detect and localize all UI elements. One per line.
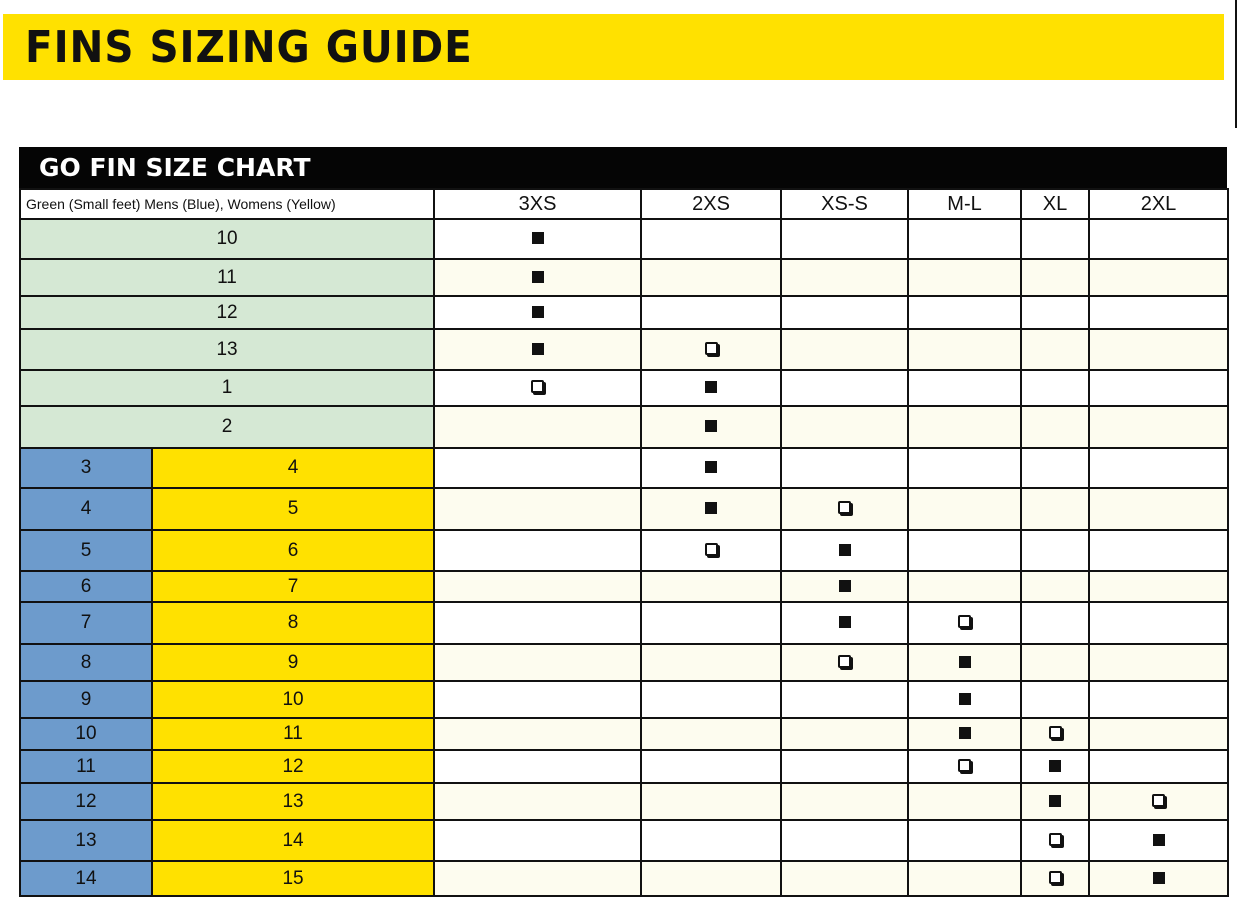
- fit-cell-xl: [1021, 783, 1089, 820]
- fit-cell-xl: [1021, 370, 1089, 406]
- fit-cell-m-l: [908, 750, 1021, 783]
- small-feet-size-cell: 10: [20, 219, 434, 259]
- chart-title-bar: [19, 147, 1227, 188]
- mens-size-cell: 4: [20, 488, 152, 530]
- filled-square-icon: [532, 271, 544, 283]
- fit-cell-xs-s: [781, 750, 908, 783]
- small-feet-size-cell: 11: [20, 259, 434, 296]
- empty-square-icon: [958, 615, 971, 628]
- mens-size-cell: 3: [20, 448, 152, 488]
- fit-cell-2xl: [1089, 644, 1228, 681]
- small-feet-size-cell: 1: [20, 370, 434, 406]
- womens-size-cell: 15: [152, 861, 434, 896]
- fit-cell-m-l: [908, 783, 1021, 820]
- womens-size-cell: 6: [152, 530, 434, 571]
- fit-cell-xs-s: [781, 219, 908, 259]
- mens-size-cell: 10: [20, 718, 152, 750]
- fit-cell-2xl: [1089, 259, 1228, 296]
- filled-square-icon: [959, 727, 971, 739]
- fit-cell-3xs: [434, 488, 641, 530]
- mens-size-cell: 12: [20, 783, 152, 820]
- empty-square-icon: [958, 759, 971, 772]
- size-header-3xs: 3XS: [434, 189, 641, 219]
- fit-cell-2xs: [641, 259, 781, 296]
- table-row: [20, 530, 1228, 571]
- fit-cell-m-l: [908, 406, 1021, 448]
- small-feet-size-cell: 13: [20, 329, 434, 370]
- fit-cell-2xs: [641, 296, 781, 329]
- fit-cell-2xs: [641, 861, 781, 896]
- fit-cell-xl: [1021, 718, 1089, 750]
- filled-square-icon: [1153, 834, 1165, 846]
- mens-size-cell: 7: [20, 602, 152, 644]
- small-feet-size-cell: 12: [20, 296, 434, 329]
- mens-size-cell: 9: [20, 681, 152, 718]
- womens-size-cell: 9: [152, 644, 434, 681]
- fit-cell-2xl: [1089, 448, 1228, 488]
- table-row: [20, 681, 1228, 718]
- mens-size-cell: 5: [20, 530, 152, 571]
- empty-square-icon: [1049, 833, 1062, 846]
- table-row: [20, 488, 1228, 530]
- table-row: [20, 219, 1228, 259]
- fit-cell-xl: [1021, 406, 1089, 448]
- size-chart-body: [20, 219, 1228, 896]
- fit-cell-m-l: [908, 571, 1021, 602]
- filled-square-icon: [705, 381, 717, 393]
- empty-square-icon: [1049, 726, 1062, 739]
- table-row: [20, 602, 1228, 644]
- fit-cell-3xs: [434, 530, 641, 571]
- fit-cell-3xs: [434, 644, 641, 681]
- fit-cell-3xs: [434, 718, 641, 750]
- fit-cell-2xs: [641, 370, 781, 406]
- filled-square-icon: [959, 656, 971, 668]
- fit-cell-xl: [1021, 296, 1089, 329]
- fit-cell-m-l: [908, 219, 1021, 259]
- empty-square-icon: [705, 342, 718, 355]
- fit-cell-xl: [1021, 219, 1089, 259]
- fit-cell-m-l: [908, 644, 1021, 681]
- womens-size-cell: 10: [152, 681, 434, 718]
- fit-cell-xs-s: [781, 783, 908, 820]
- table-row: [20, 296, 1228, 329]
- size-header-xs-s: XS-S: [781, 189, 908, 219]
- fit-cell-2xl: [1089, 571, 1228, 602]
- fit-cell-2xl: [1089, 783, 1228, 820]
- fit-cell-xs-s: [781, 296, 908, 329]
- chart-title: GO FIN SIZE CHART: [39, 153, 311, 182]
- fit-cell-m-l: [908, 370, 1021, 406]
- fit-cell-2xs: [641, 448, 781, 488]
- womens-size-cell: 5: [152, 488, 434, 530]
- fit-cell-2xl: [1089, 296, 1228, 329]
- small-feet-size-cell: 2: [20, 406, 434, 448]
- table-row: [20, 571, 1228, 602]
- size-header-2xl: 2XL: [1089, 189, 1228, 219]
- fit-cell-xs-s: [781, 718, 908, 750]
- table-row: [20, 644, 1228, 681]
- mens-size-cell: 11: [20, 750, 152, 783]
- fit-cell-xs-s: [781, 370, 908, 406]
- fit-cell-2xs: [641, 571, 781, 602]
- fit-cell-3xs: [434, 448, 641, 488]
- fit-cell-xs-s: [781, 644, 908, 681]
- fit-cell-m-l: [908, 861, 1021, 896]
- fit-cell-xs-s: [781, 406, 908, 448]
- fit-cell-3xs: [434, 219, 641, 259]
- filled-square-icon: [839, 616, 851, 628]
- filled-square-icon: [532, 343, 544, 355]
- filled-square-icon: [705, 461, 717, 473]
- fit-cell-xs-s: [781, 571, 908, 602]
- fit-cell-2xs: [641, 406, 781, 448]
- fit-cell-3xs: [434, 681, 641, 718]
- title-banner: [3, 14, 1224, 80]
- fit-cell-2xs: [641, 718, 781, 750]
- fit-cell-xl: [1021, 750, 1089, 783]
- table-header-row: [20, 189, 1228, 219]
- fit-cell-3xs: [434, 329, 641, 370]
- size-chart: [19, 147, 1227, 897]
- fit-cell-3xs: [434, 259, 641, 296]
- table-row: [20, 783, 1228, 820]
- fit-cell-2xs: [641, 644, 781, 681]
- filled-square-icon: [532, 232, 544, 244]
- fit-cell-2xs: [641, 329, 781, 370]
- page-title: FINS SIZING GUIDE: [25, 22, 473, 73]
- table-row: [20, 259, 1228, 296]
- empty-square-icon: [705, 543, 718, 556]
- mens-size-cell: 8: [20, 644, 152, 681]
- fit-cell-2xl: [1089, 718, 1228, 750]
- fit-cell-2xl: [1089, 488, 1228, 530]
- fit-cell-2xl: [1089, 219, 1228, 259]
- fit-cell-m-l: [908, 329, 1021, 370]
- fit-cell-3xs: [434, 861, 641, 896]
- size-header-m-l: M-L: [908, 189, 1021, 219]
- womens-size-cell: 8: [152, 602, 434, 644]
- filled-square-icon: [705, 502, 717, 514]
- filled-square-icon: [839, 544, 851, 556]
- size-header-2xs: 2XS: [641, 189, 781, 219]
- womens-size-cell: 7: [152, 571, 434, 602]
- filled-square-icon: [1049, 760, 1061, 772]
- fit-cell-xl: [1021, 644, 1089, 681]
- fit-cell-3xs: [434, 370, 641, 406]
- fit-cell-xl: [1021, 530, 1089, 571]
- fit-cell-xs-s: [781, 681, 908, 718]
- fit-cell-2xs: [641, 750, 781, 783]
- fit-cell-3xs: [434, 750, 641, 783]
- fit-cell-2xs: [641, 602, 781, 644]
- table-row: [20, 718, 1228, 750]
- fit-cell-xs-s: [781, 602, 908, 644]
- fit-cell-2xl: [1089, 861, 1228, 896]
- empty-square-icon: [531, 380, 544, 393]
- womens-size-cell: 4: [152, 448, 434, 488]
- fit-cell-3xs: [434, 571, 641, 602]
- fit-cell-m-l: [908, 296, 1021, 329]
- fit-cell-xs-s: [781, 259, 908, 296]
- table-row: [20, 861, 1228, 896]
- size-chart-table: [19, 188, 1229, 897]
- empty-square-icon: [838, 655, 851, 668]
- fit-cell-2xs: [641, 488, 781, 530]
- table-row: [20, 750, 1228, 783]
- fit-cell-m-l: [908, 681, 1021, 718]
- womens-size-cell: 12: [152, 750, 434, 783]
- fit-cell-3xs: [434, 820, 641, 861]
- fit-cell-2xs: [641, 681, 781, 718]
- fit-cell-m-l: [908, 530, 1021, 571]
- table-row: [20, 370, 1228, 406]
- mens-size-cell: 13: [20, 820, 152, 861]
- fit-cell-m-l: [908, 602, 1021, 644]
- filled-square-icon: [532, 306, 544, 318]
- fit-cell-2xs: [641, 530, 781, 571]
- womens-size-cell: 14: [152, 820, 434, 861]
- size-header-xl: XL: [1021, 189, 1089, 219]
- filled-square-icon: [959, 693, 971, 705]
- fit-cell-xl: [1021, 488, 1089, 530]
- fit-cell-2xl: [1089, 329, 1228, 370]
- fit-cell-3xs: [434, 296, 641, 329]
- empty-square-icon: [1152, 794, 1165, 807]
- fit-cell-2xs: [641, 820, 781, 861]
- fit-cell-xl: [1021, 329, 1089, 370]
- fit-cell-3xs: [434, 406, 641, 448]
- fit-cell-3xs: [434, 602, 641, 644]
- fit-cell-2xs: [641, 783, 781, 820]
- fit-cell-m-l: [908, 718, 1021, 750]
- fit-cell-2xl: [1089, 370, 1228, 406]
- fit-cell-xl: [1021, 448, 1089, 488]
- table-row: [20, 406, 1228, 448]
- table-row: [20, 448, 1228, 488]
- fit-cell-xl: [1021, 861, 1089, 896]
- womens-size-cell: 11: [152, 718, 434, 750]
- fit-cell-2xl: [1089, 406, 1228, 448]
- fit-cell-m-l: [908, 259, 1021, 296]
- table-row: [20, 820, 1228, 861]
- fit-cell-2xl: [1089, 681, 1228, 718]
- fit-cell-xs-s: [781, 488, 908, 530]
- fit-cell-2xl: [1089, 750, 1228, 783]
- fit-cell-2xl: [1089, 530, 1228, 571]
- filled-square-icon: [1153, 872, 1165, 884]
- fit-cell-2xl: [1089, 820, 1228, 861]
- fit-cell-m-l: [908, 488, 1021, 530]
- empty-square-icon: [1049, 871, 1062, 884]
- fit-cell-xl: [1021, 259, 1089, 296]
- fit-cell-2xl: [1089, 602, 1228, 644]
- fit-cell-2xs: [641, 219, 781, 259]
- fit-cell-xs-s: [781, 861, 908, 896]
- fit-cell-m-l: [908, 820, 1021, 861]
- table-row: [20, 329, 1228, 370]
- fit-cell-xl: [1021, 820, 1089, 861]
- fit-cell-3xs: [434, 783, 641, 820]
- filled-square-icon: [705, 420, 717, 432]
- fit-cell-xs-s: [781, 329, 908, 370]
- fit-cell-m-l: [908, 448, 1021, 488]
- fit-cell-xl: [1021, 602, 1089, 644]
- mens-size-cell: 14: [20, 861, 152, 896]
- fit-cell-xs-s: [781, 530, 908, 571]
- filled-square-icon: [839, 580, 851, 592]
- womens-size-cell: 13: [152, 783, 434, 820]
- foot-size-legend-header: Green (Small feet) Mens (Blue), Womens (Yellow): [20, 189, 434, 219]
- mens-size-cell: 6: [20, 571, 152, 602]
- fit-cell-xl: [1021, 571, 1089, 602]
- fit-cell-xs-s: [781, 820, 908, 861]
- empty-square-icon: [838, 501, 851, 514]
- filled-square-icon: [1049, 795, 1061, 807]
- fit-cell-xl: [1021, 681, 1089, 718]
- fit-cell-xs-s: [781, 448, 908, 488]
